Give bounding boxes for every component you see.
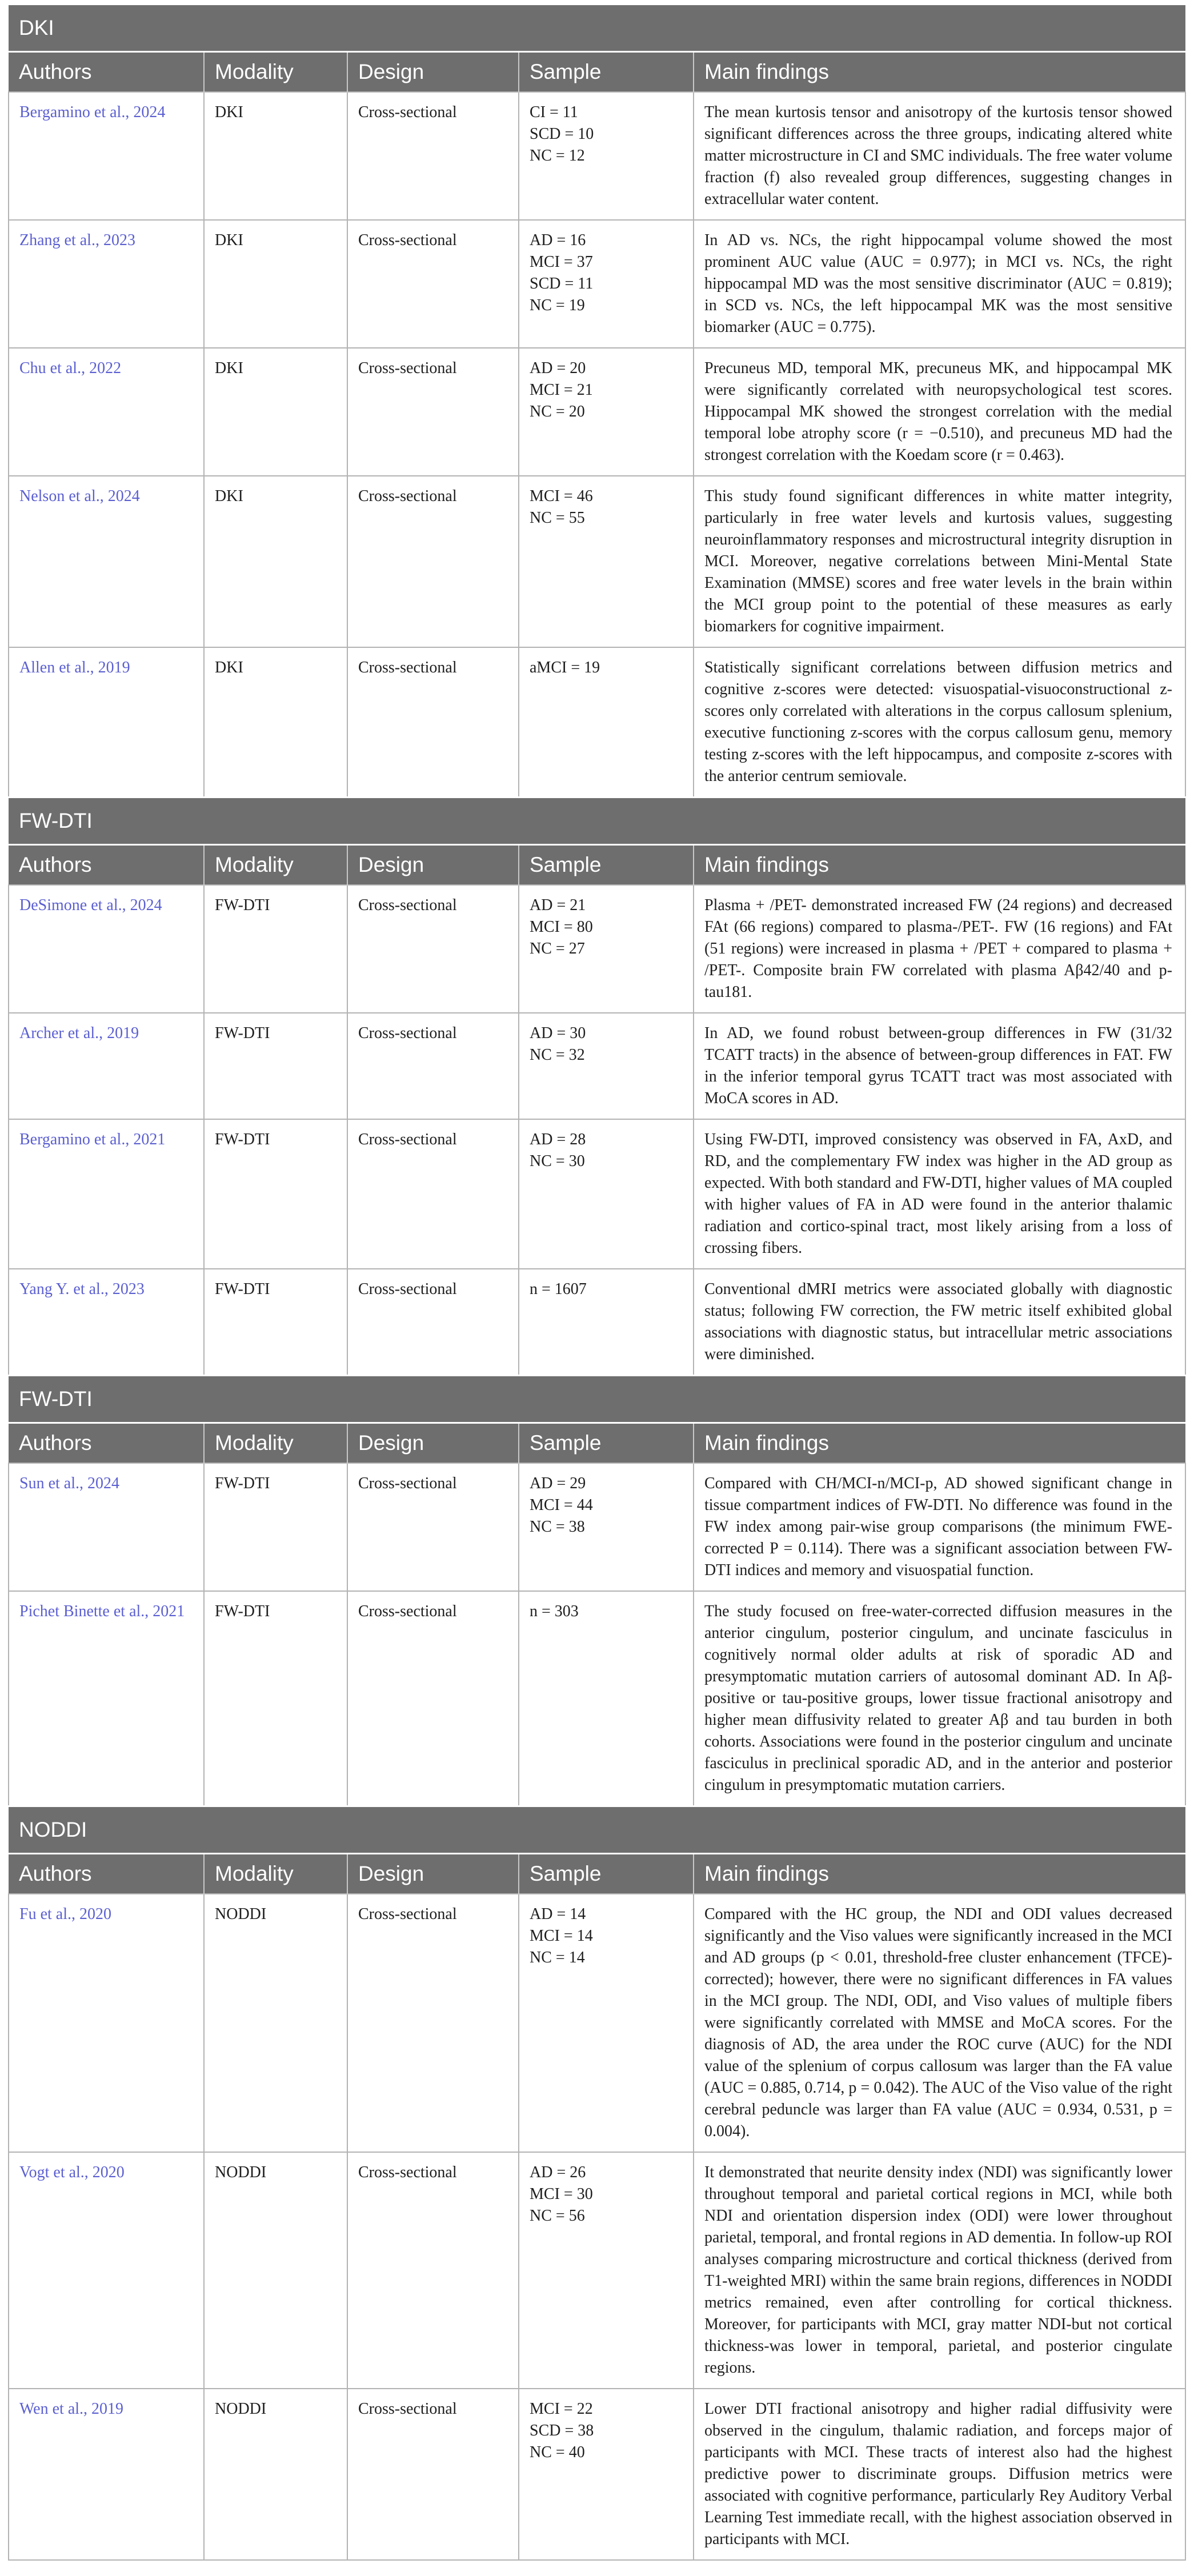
column-header-sample: Sample <box>519 52 694 93</box>
table-row <box>9 1119 1185 1269</box>
sample-line: AD = 14 <box>530 1905 586 1923</box>
sample-line: MCI = 46 <box>530 487 593 505</box>
column-header-design: Design <box>347 1854 519 1894</box>
table-row <box>9 1013 1185 1119</box>
table-row <box>9 1269 1185 1376</box>
findings-cell: This study found significant differences in white matter integrity, particularly in free water levels and kurtosis values, suggesting neuroinflammatory responses and microstructural integrity disruption in MCI. Moreover, negative correlations between Mini-Mental State Examination (MMSE) scores and free water levels in the brain within the MCI group point to the potential of these measures as early biomarkers for cognitive impairment. <box>694 476 1185 647</box>
sample-line: AD = 21 <box>530 896 586 914</box>
design-cell: Cross-sectional <box>347 1119 519 1269</box>
sample-line: AD = 26 <box>530 2164 586 2181</box>
table-row <box>9 92 1185 220</box>
design-cell: Cross-sectional <box>347 476 519 647</box>
findings-cell: In AD, we found robust between-group differences in FW (31/32 TCATT tracts) in the absence of between-group differences in FAT. FW in the inferior temporal gyrus TCATT tract was most associated with MoCA scores in AD. <box>694 1013 1185 1119</box>
section-header-row <box>9 5 1185 52</box>
findings-cell: Plasma + /PET- demonstrated increased FW (24 regions) and decreased FAt (66 regions) compared to plasma-/PET-. FW (16 regions) and FAt (51 regions) were increased in plasma + /PET + compared to plasma + /PET-. Composite brain FW correlated with plasma Aβ42/40 and p-tau181. <box>694 885 1185 1013</box>
findings-cell: Precuneus MD, temporal MK, precuneus MK, and hippocampal MK were significantly correlated with neuropsychological test scores. Hippocampal MK showed the strongest correlation with the medial temporal lobe atrophy score (r = −0.510), and precuneus MD had the strongest correlation with the Koedam score (r = 0.463). <box>694 348 1185 476</box>
column-header-design: Design <box>347 845 519 886</box>
modality-cell: NODDI <box>204 2152 347 2389</box>
sample-line: NC = 20 <box>530 403 585 420</box>
sample-line: AD = 29 <box>530 1475 586 1492</box>
column-header-findings: Main findings <box>694 52 1185 93</box>
author-citation-link[interactable]: Sun et al., 2024 <box>9 1463 204 1591</box>
design-cell: Cross-sectional <box>347 1591 519 1806</box>
design-cell: Cross-sectional <box>347 1013 519 1119</box>
column-header-sample: Sample <box>519 845 694 886</box>
sample-line: MCI = 37 <box>530 253 593 271</box>
sample-line: NC = 12 <box>530 147 585 165</box>
sample-cell <box>519 2389 694 2560</box>
sample-line: AD = 20 <box>530 359 586 377</box>
table-row <box>9 2152 1185 2389</box>
section-header-row <box>9 798 1185 845</box>
findings-cell: Lower DTI fractional anisotropy and higher radial diffusivity were observed in the cingulum, thalamic radiation, and forceps major of participants with MCI. These tracts of interest also had the highest predictive power to discriminate groups. Diffusion metrics were associated with cognitive performance, particularly Rey Auditory Verbal Learning Test immediate recall, with the highest association observed in participants with MCI. <box>694 2389 1185 2560</box>
sample-cell <box>519 1119 694 1269</box>
column-header-findings: Main findings <box>694 845 1185 886</box>
sample-cell <box>519 647 694 798</box>
sample-cell <box>519 1894 694 2152</box>
literature-table <box>8 3 1186 2561</box>
sample-cell <box>519 885 694 1013</box>
author-citation-link[interactable]: Pichet Binette et al., 2021 <box>9 1591 204 1806</box>
author-citation-link[interactable]: Zhang et al., 2023 <box>9 220 204 348</box>
author-citation-link[interactable]: Chu et al., 2022 <box>9 348 204 476</box>
section-title: DKI <box>9 5 1185 52</box>
table-row <box>9 647 1185 798</box>
author-citation-link[interactable]: DeSimone et al., 2024 <box>9 885 204 1013</box>
modality-cell: FW-DTI <box>204 1463 347 1591</box>
author-citation-link[interactable]: Bergamino et al., 2021 <box>9 1119 204 1269</box>
modality-cell: DKI <box>204 220 347 348</box>
design-cell: Cross-sectional <box>347 1269 519 1376</box>
author-citation-link[interactable]: Archer et al., 2019 <box>9 1013 204 1119</box>
column-header-authors: Authors <box>9 52 204 93</box>
sample-line: MCI = 22 <box>530 2400 593 2418</box>
table-row <box>9 1894 1185 2152</box>
column-header-sample: Sample <box>519 1423 694 1464</box>
findings-cell: Statistically significant correlations between diffusion metrics and cognitive z-scores were detected: visuospatial-visuoconstructional z-scores only correlated with alterations in the corpus callosum splenium, executive functioning z-scores with the corpus callosum genu, memory testing z-scores with the left hippocampus, and composite z-scores with the anterior centrum semiovale. <box>694 647 1185 798</box>
sample-line: NC = 55 <box>530 509 585 527</box>
design-cell: Cross-sectional <box>347 220 519 348</box>
design-cell: Cross-sectional <box>347 1463 519 1591</box>
sample-cell <box>519 2152 694 2389</box>
sample-line: NC = 56 <box>530 2207 585 2225</box>
findings-cell: Using FW-DTI, improved consistency was observed in FA, AxD, and RD, and the complementary FW index was higher in the AD group as expected. With both standard and FW-DTI, higher values of MA coupled with higher values of FA in AD were found in the anterior thalamic radiation and cortico-spinal tract, most likely arising from a loss of crossing fibers. <box>694 1119 1185 1269</box>
column-header-authors: Authors <box>9 1423 204 1464</box>
column-header-modality: Modality <box>204 1854 347 1894</box>
findings-cell: Conventional dMRI metrics were associated globally with diagnostic status; following FW correction, the FW metric itself exhibited global associations with diagnostic status, but intracellular metric associations were diminished. <box>694 1269 1185 1376</box>
column-header-authors: Authors <box>9 1854 204 1894</box>
sample-line: SCD = 10 <box>530 125 594 143</box>
section-title: NODDI <box>9 1806 1185 1854</box>
sample-line: MCI = 21 <box>530 381 593 399</box>
modality-cell: FW-DTI <box>204 1591 347 1806</box>
design-cell: Cross-sectional <box>347 92 519 220</box>
table-row <box>9 1463 1185 1591</box>
section-title: FW-DTI <box>9 1376 1185 1423</box>
modality-cell: FW-DTI <box>204 1269 347 1376</box>
design-cell: Cross-sectional <box>347 2389 519 2560</box>
modality-cell: FW-DTI <box>204 1119 347 1269</box>
sample-line: n = 303 <box>530 1603 579 1620</box>
author-citation-link[interactable]: Yang Y. et al., 2023 <box>9 1269 204 1376</box>
sample-line: NC = 40 <box>530 2443 585 2461</box>
findings-cell: The study focused on free-water-corrected diffusion measures in the anterior cingulum, posterior cingulum, and uncinate fasciculus in cognitively normal older adults at risk of sporadic AD and presymptomatic mutation carriers of autosomal dominant AD. In Aβ-positive or tau-positive groups, lower tissue fractional anisotropy and higher mean diffusivity related to greater Aβ and tau burden in both cohorts. Associations were found in the posterior cingulum and uncinate fasciculus in preclinical sporadic AD, and in the anterior and posterior cingulum in presymptomatic mutation carriers. <box>694 1591 1185 1806</box>
sample-line: NC = 19 <box>530 297 585 314</box>
sample-line: MCI = 44 <box>530 1496 593 1514</box>
sample-cell <box>519 476 694 647</box>
column-header-modality: Modality <box>204 845 347 886</box>
column-header-row <box>9 845 1185 886</box>
sample-line: SCD = 11 <box>530 275 594 293</box>
author-citation-link[interactable]: Vogt et al., 2020 <box>9 2152 204 2389</box>
sample-line: n = 1607 <box>530 1280 587 1298</box>
modality-cell: NODDI <box>204 1894 347 2152</box>
modality-cell: DKI <box>204 647 347 798</box>
sample-line: NC = 32 <box>530 1046 585 1064</box>
sample-cell <box>519 1463 694 1591</box>
sample-line: NC = 27 <box>530 940 585 958</box>
column-header-authors: Authors <box>9 845 204 886</box>
column-header-row <box>9 52 1185 93</box>
sample-cell <box>519 92 694 220</box>
sample-cell <box>519 1591 694 1806</box>
author-citation-link[interactable]: Allen et al., 2019 <box>9 647 204 798</box>
table-row <box>9 1591 1185 1806</box>
table-row <box>9 348 1185 476</box>
author-citation-link[interactable]: Bergamino et al., 2024 <box>9 92 204 220</box>
findings-cell: In AD vs. NCs, the right hippocampal volume showed the most prominent AUC value (AUC = 0.977); in MCI vs. NCs, the right hippocampal MD was the most sensitive discriminator (AUC = 0.819); in SCD vs. NCs, the left hippocampal MK was the most sensitive biomarker (AUC = 0.775). <box>694 220 1185 348</box>
sample-cell <box>519 348 694 476</box>
table-row <box>9 2389 1185 2560</box>
design-cell: Cross-sectional <box>347 348 519 476</box>
table-row <box>9 476 1185 647</box>
sample-line: MCI = 14 <box>530 1927 593 1945</box>
modality-cell: DKI <box>204 92 347 220</box>
sample-line: aMCI = 19 <box>530 659 600 676</box>
modality-cell: NODDI <box>204 2389 347 2560</box>
sample-line: MCI = 80 <box>530 918 593 936</box>
sample-line: CI = 11 <box>530 103 578 121</box>
design-cell: Cross-sectional <box>347 647 519 798</box>
column-header-findings: Main findings <box>694 1423 1185 1464</box>
design-cell: Cross-sectional <box>347 2152 519 2389</box>
column-header-modality: Modality <box>204 1423 347 1464</box>
author-citation-link[interactable]: Wen et al., 2019 <box>9 2389 204 2560</box>
sample-line: AD = 30 <box>530 1024 586 1042</box>
sample-line: NC = 14 <box>530 1949 585 1966</box>
column-header-row <box>9 1854 1185 1894</box>
section-title: FW-DTI <box>9 798 1185 845</box>
sample-line: NC = 30 <box>530 1152 585 1170</box>
table-body <box>9 5 1185 2561</box>
design-cell: Cross-sectional <box>347 1894 519 2152</box>
table-row <box>9 220 1185 348</box>
table-row <box>9 885 1185 1013</box>
sample-line: SCD = 38 <box>530 2422 594 2439</box>
sample-cell <box>519 1269 694 1376</box>
column-header-row <box>9 1423 1185 1464</box>
column-header-findings: Main findings <box>694 1854 1185 1894</box>
column-header-sample: Sample <box>519 1854 694 1894</box>
author-citation-link[interactable]: Fu et al., 2020 <box>9 1894 204 2152</box>
section-header-row <box>9 1806 1185 1854</box>
findings-cell: The mean kurtosis tensor and anisotropy of the kurtosis tensor showed significant differences across the three groups, indicating altered white matter microstructure in CI and SMC individuals. The free water volume fraction (f) also revealed group differences, suggesting changes in extracellular water content. <box>694 92 1185 220</box>
sample-cell <box>519 1013 694 1119</box>
column-header-design: Design <box>347 1423 519 1464</box>
sample-line: AD = 28 <box>530 1131 586 1148</box>
modality-cell: FW-DTI <box>204 885 347 1013</box>
findings-cell: Compared with CH/MCI-n/MCI-p, AD showed significant change in tissue compartment indices of FW-DTI. No difference was found in the FW index among pair-wise group comparisons (the minimum FWE-corrected P = 0.114). There was a significant association between FW-DTI indices and memory and visuospatial function. <box>694 1463 1185 1591</box>
modality-cell: DKI <box>204 476 347 647</box>
column-header-modality: Modality <box>204 52 347 93</box>
findings-cell: Compared with the HC group, the NDI and ODI values decreased significantly and the Viso values were significantly increased in the MCI and AD groups (p < 0.01, threshold-free cluster enhancement (TFCE)-corrected); however, there were no significant differences in FA values in the MCI group. The NDI, ODI, and Viso values of multiple fibers were significantly correlated with MMSE and MoCA scores. For the diagnosis of AD, the area under the ROC curve (AUC) for the NDI value of the splenium of corpus callosum was larger than the FA value (AUC = 0.885, 0.714, p = 0.042). The AUC of the Viso value of the right cerebral peduncle was larger than FA value (AUC = 0.934, 0.531, p = 0.004). <box>694 1894 1185 2152</box>
sample-line: AD = 16 <box>530 231 586 249</box>
section-header-row <box>9 1376 1185 1423</box>
sample-line: MCI = 30 <box>530 2185 593 2203</box>
sample-line: NC = 38 <box>530 1518 585 1536</box>
findings-cell: It demonstrated that neurite density index (NDI) was significantly lower throughout temporal and parietal cortical regions in MCI, while both NDI and orientation dispersion index (ODI) were lower throughout parietal, temporal, and frontal regions in AD dementia. In follow-up ROI analyses comparing microstructure and cortical thickness (derived from T1-weighted MRI) within the same brain regions, differences in NODDI metrics remained, even after controlling for cortical thickness. Moreover, for participants with MCI, gray matter NDI-but not cortical thickness-was lower in temporal, parietal, and posterior cingulate regions. <box>694 2152 1185 2389</box>
column-header-design: Design <box>347 52 519 93</box>
design-cell: Cross-sectional <box>347 885 519 1013</box>
sample-cell <box>519 220 694 348</box>
author-citation-link[interactable]: Nelson et al., 2024 <box>9 476 204 647</box>
modality-cell: DKI <box>204 348 347 476</box>
modality-cell: FW-DTI <box>204 1013 347 1119</box>
